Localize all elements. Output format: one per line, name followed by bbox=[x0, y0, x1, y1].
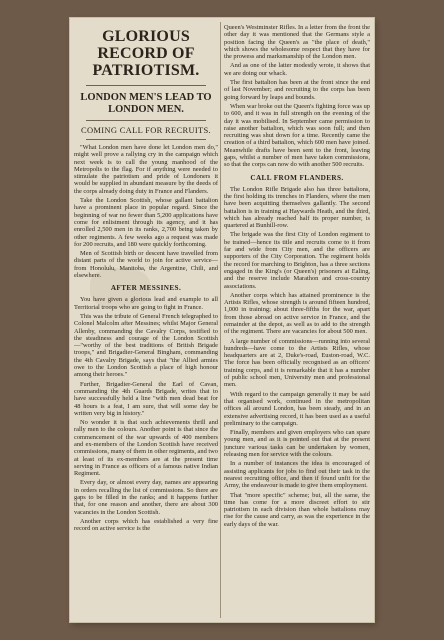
subheadline: LONDON MEN'S LEAD TO LONDON MEN. bbox=[80, 92, 212, 115]
divider bbox=[86, 139, 206, 140]
article-paragraph: No wonder it is that such achievements thrill and rally men to the colours. Another point is that since the commencement of the war upwards of 400 members and ex-members of the London Scottish have received commissions, many of them in other regiments, and two at least of its ex-members are at the present time serving in France as officers of a famous native Indian Regiment. bbox=[74, 419, 218, 478]
left-column bbox=[74, 18, 218, 618]
right-column bbox=[224, 18, 370, 618]
article-paragraph: This was the tribute of General French telegraphed to Colonel Malcolm after Messines; whilst Major General Allenby, commanding the Cavalry Corps, testified to the steadiness and courage of the London Scottish—"worthy of the best traditions of British Brigade troops," and Brigadier-General Bingham, commanding the 4th Cavalry Brigade, says that "the Allied armies owe to the London Scottish a place of high honour among their heroes." bbox=[74, 312, 218, 379]
article-paragraph: Every day, or almost every day, names are appearing in orders recalling the list of commissions. So there are gaps to be filled in the ranks; and it happens further that, for one reason and another, there are about 300 vacancies in the London Scottish. bbox=[74, 479, 218, 516]
article-paragraph: Another corps which has attained prominence is the Artists Rifles, whose strength is around fifteen hundred, 1,000 in training; about three-fifths for the war, apart from those abroad on active service in France, and the remainder at the depot, as well as to add to the strength of the regiment. There are vacancies for about 500 men. bbox=[224, 291, 370, 336]
article-paragraph: When war broke out the Queen's fighting force was up to 600, and it was in full strength on the evening of the day it was mobilised. In September came permission to raise another battalion, which was soon full; and then recruiting was shut down for a time. Recently came the creation of a third battalion, which 600 men have joined. Meanwhile drafts have been sent to the front, leaving gaps, whilst a number of men have taken commissions, so that the corps can now do with another 500 recruits. bbox=[224, 102, 370, 169]
article-paragraph: Finally, members and given employers who can spare young men, and as it is pointed out that at the present juncture various tasks can be undertaken by women, releasing men for service with the colours. bbox=[224, 429, 370, 459]
divider bbox=[86, 85, 206, 86]
article-paragraph: The London Rifle Brigade also has three battalions, the first holding its trenches in Flanders, where the men have been acquitting themselves gallantly. The second battalion is in training at Haywards Heath, and the third, which has already reached half its proper number, is quartered at Bunhill-row. bbox=[224, 185, 370, 230]
article-paragraph: Men of Scottish birth or descent have travelled from distant parts of the world to join for active service—from Honolulu, Manitoba, the Argentine, Chili, and elsewhere. bbox=[74, 250, 218, 280]
divider bbox=[86, 120, 206, 121]
article-paragraph: "What London men have done let London men do," might well prove a rallying cry in the campaign which next week is to call the young manhood of the Metropolis to the flag. For if anything were needed to stimulate the patriotism and pride of Londoners it would be supplied in abundant measure by the deeds of the corps already doing duty in France and Flanders. bbox=[74, 144, 218, 195]
article-paragraph: That "more specific" scheme; but, all the same, the time has come for a more discreet effort to stir patriotism in each division than whole battalions may rise for the cause and carry, as was the experience in the early days of the war. bbox=[224, 491, 370, 528]
article-paragraph: The first battalion has been at the front since the end of last November; and recruiting to the corps has been going forward by leaps and bounds. bbox=[224, 79, 370, 101]
article-paragraph: A large number of commissions—running into several hundreds—have come to the Artists Rifles, whose headquarters are at 2, Duke's-road, Euston-road, W.C. The force has been officially recognised as an officers' training corps, and it is remarkable that it has a number of public school men, University men and professional men. bbox=[224, 337, 370, 389]
article-paragraph: Further, Brigadier-General the Earl of Cavan, commanding the 4th Guards Brigade, writes that to have successfully held a line "with men dead beat for 48 hours is a feat, I am sure, that will some day be written very big in history." bbox=[74, 380, 218, 417]
article-paragraph: The brigade was the first City of London regiment to be trained—hence its title and recruits come to it from far and wide from City men, and the officers are supporters of the City Corporation. The regiment holds the record for marching to Brighton, has a three sections engaged in the King's (or Queen's) prisoners at Ealing, and the reserve include Marathon and cross-country associations. bbox=[224, 231, 370, 290]
article-paragraph: Another corps which has established a very fine record on active service is the bbox=[74, 517, 218, 533]
article-paragraph: With regard to the campaign generally it may be said that organised work, continued in the metropolitan offices all around London, has been steady, and in an extensive advertising record, it has been used as a useful preliminary to the campaign. bbox=[224, 390, 370, 427]
newspaper-clipping bbox=[70, 18, 374, 622]
section-heading-call-from-flanders: CALL FROM FLANDERS. bbox=[250, 173, 344, 182]
kicker: COMING CALL FOR RECRUITS. bbox=[81, 125, 211, 135]
article-paragraph: Queen's Westminster Rifles. In a letter from the front the other day it was mentioned that the Germans style a position facing the Queen's as "the place of death," which shows the wholesome respect that they have for the prowess and marksmanship of the London men. bbox=[224, 24, 370, 61]
headline: GLORIOUS RECORD OF PATRIOTISM. bbox=[92, 28, 200, 79]
section-heading-after-messines: AFTER MESSINES. bbox=[110, 284, 182, 293]
column-rule bbox=[220, 22, 221, 618]
article-paragraph: You have given a glorious lead and example to all Territorial troops who are going to fight in France. bbox=[74, 296, 218, 311]
article-paragraph: Take the London Scottish, whose gallant battalion have a prominent place in popular regard. Since the beginning of war no fewer than 5,200 applications have come for enlistment through its agency, and it has enrolled 2,500 men in its ranks, 2,700 being taken by other regiments. A few weeks ago a request was made for 200 recruits, and 180 were quickly forthcoming. bbox=[74, 197, 218, 248]
article-paragraph: In a number of instances the idea is encouraged of assisting applicants for jobs to find out their task in the nearest recruiting office, and then if found unfit for the Army, the endeavour is made to give them employment. bbox=[224, 460, 370, 490]
article-paragraph: And as one of the latter modestly wrote, it shows that we are doing our whack. bbox=[224, 62, 370, 77]
